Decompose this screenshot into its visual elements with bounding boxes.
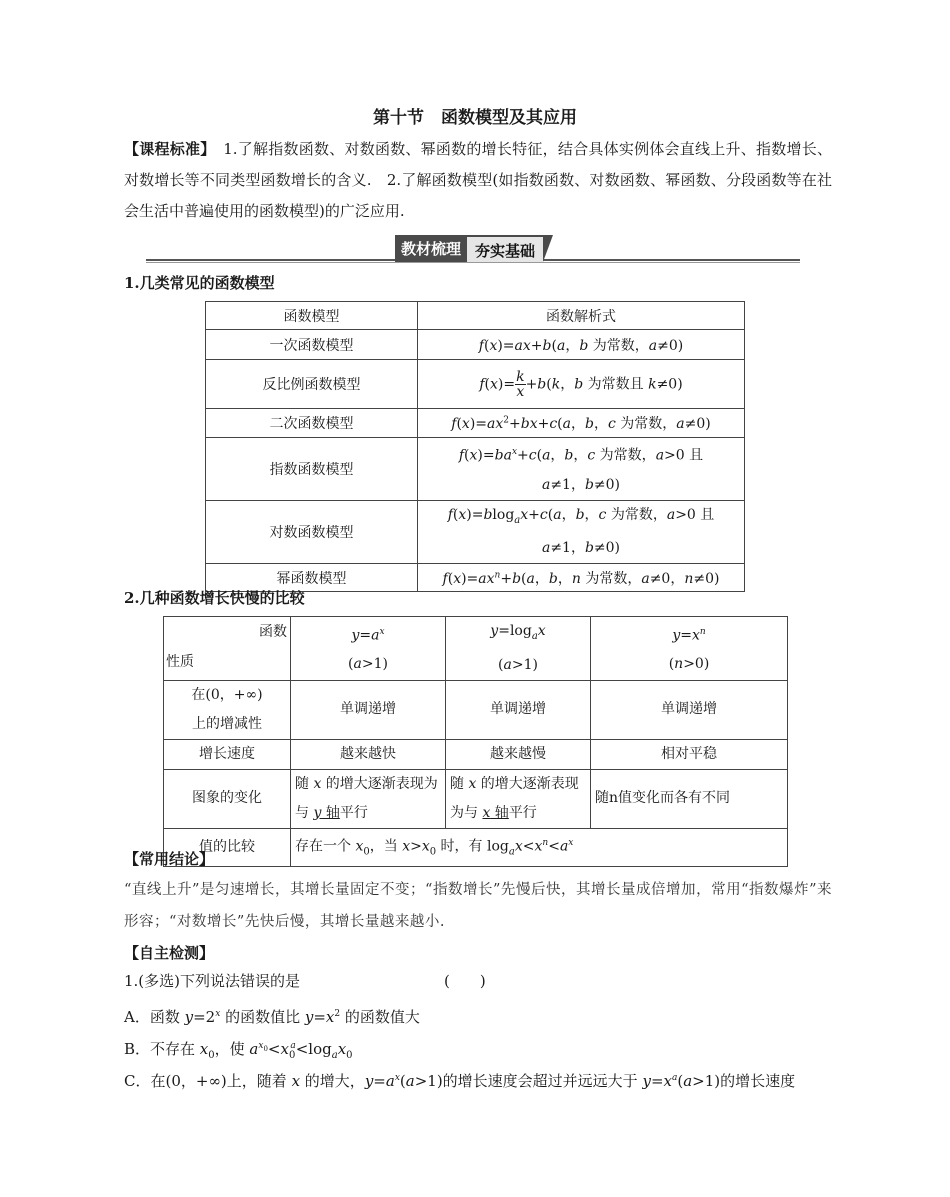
row-formula: $f(x)=ax^n+b(a$，b，n 为常数，a≠0，n≠0) bbox=[418, 564, 745, 592]
section2-heading: 2.几种函数增长快慢的比较 bbox=[124, 589, 305, 607]
page-title: 第十节 函数模型及其应用 bbox=[373, 108, 577, 128]
cell: 随n值变化而各有不同 bbox=[591, 769, 788, 828]
banner-tab-shape bbox=[543, 235, 553, 262]
corner-cell bbox=[164, 617, 291, 681]
question-1-text: 1.(多选)下列说法错误的是 bbox=[124, 972, 301, 990]
conclusion-heading: 【常用结论】 bbox=[124, 850, 215, 868]
cell: 存在一个 $x_0$，当 $x>x_0$ 时，有 $\log_ax<x^n<a^x$ bbox=[291, 828, 788, 866]
col-pow: $y=x^n$ (n>0) bbox=[591, 617, 788, 681]
conclusion-text: “直线上升”是匀速增长，其增长量固定不变；“指数增长”先慢后快，其增长量成倍增加，常用“指数爆炸”来形容；“对数增长”先快后慢，其增长量越来越小. bbox=[124, 882, 832, 930]
banner-left: 教材梳理 bbox=[395, 235, 467, 262]
cell: 越来越快 bbox=[291, 739, 446, 769]
row-label: 增长速度 bbox=[164, 739, 291, 769]
table-row bbox=[164, 769, 788, 828]
table-row bbox=[206, 500, 745, 564]
row-formula: f(x)=blog$_a$x+c(a，b，c 为常数，a>0 且 a≠1，b≠0) bbox=[418, 500, 745, 564]
selfcheck-heading: 【自主检测】 bbox=[124, 944, 215, 962]
row-label: 幂函数模型 bbox=[206, 564, 418, 592]
table-row bbox=[206, 409, 745, 438]
row-label: 图象的变化 bbox=[164, 769, 291, 828]
col-log: $y=\log_ax$ (a>1) bbox=[446, 617, 591, 681]
option-c: C．在(0，+∞)上，随着 x 的增大，$y=a^x(a>1)$的增长速度会超过并远远大于 $y=x^a(a>1)$的增长速度 bbox=[124, 1072, 796, 1090]
table-row bbox=[206, 360, 745, 409]
header-model: 函数模型 bbox=[206, 302, 418, 330]
table-header-row bbox=[206, 302, 745, 330]
option-a: A．函数 $y=2^x$ 的函数值比 $y=x^2$ 的函数值大 bbox=[124, 1008, 420, 1026]
row-label: 对数函数模型 bbox=[206, 500, 418, 564]
row-label: 二次函数模型 bbox=[206, 409, 418, 438]
row-label: 值的比较 bbox=[164, 828, 291, 866]
table-row bbox=[206, 330, 745, 360]
col-exp: $y=a^x$ (a>1) bbox=[291, 617, 446, 681]
cell: 越来越慢 bbox=[446, 739, 591, 769]
standard-text-1: 1.了解指数函数、对数函数、幂函数的增长特征，结合具体实例体会直线上升、指数增长、对数增长等不同类型函数增长的含义. bbox=[124, 140, 832, 189]
standard-label: 【课程标准】 bbox=[124, 140, 208, 158]
function-model-table bbox=[205, 301, 745, 592]
table-row bbox=[164, 739, 788, 769]
standard-text-2: 2.了解函数模型(如指数函数、对数函数、幂函数、分段函数等在社会生活中普遍使用的函数模型)的广泛应用. bbox=[124, 171, 832, 220]
cell: 单调递增 bbox=[291, 680, 446, 739]
row-formula: f(x)=ax+b(a，b 为常数，a≠0) bbox=[418, 330, 745, 360]
table-row bbox=[164, 680, 788, 739]
row-label: 一次函数模型 bbox=[206, 330, 418, 360]
course-standard bbox=[124, 134, 832, 227]
growth-comparison-table bbox=[163, 616, 788, 867]
cell: 单调递增 bbox=[591, 680, 788, 739]
row-formula: f(x)= $\frac{k}{x}$ +b(k，b 为常数且 k≠0) bbox=[418, 360, 745, 409]
corner-top: 函数 bbox=[259, 624, 287, 640]
row-formula: $f(x)=ax^2+bx+c(a$，b，c 为常数，a≠0) bbox=[418, 409, 745, 438]
section1-heading: 1.几类常见的函数模型 bbox=[124, 274, 275, 292]
banner-right: 夯实基础 bbox=[467, 235, 543, 262]
question-1 bbox=[124, 970, 300, 992]
corner-bottom: 性质 bbox=[166, 653, 194, 670]
table-row bbox=[164, 828, 788, 866]
cell: 单调递增 bbox=[446, 680, 591, 739]
row-label: 指数函数模型 bbox=[206, 438, 418, 501]
row-formula: $f(x)=ba^x+c(a$，b，c 为常数，a>0 且 a≠1，b≠0) bbox=[418, 438, 745, 501]
table-row bbox=[206, 438, 745, 501]
section-banner bbox=[395, 235, 553, 262]
cell: 相对平稳 bbox=[591, 739, 788, 769]
answer-bracket: ( ) bbox=[444, 972, 486, 990]
cell: 随 x 的增大逐渐表现为与 x 轴平行 bbox=[446, 769, 591, 828]
header-formula: 函数解析式 bbox=[418, 302, 745, 330]
row-label: 在(0，+∞) 上的增减性 bbox=[164, 680, 291, 739]
option-b: B．不存在 $x_0$，使 $a^{x_0}<x_0^a<\log_ax_0$ bbox=[124, 1040, 353, 1061]
banner-rule-thin bbox=[146, 262, 800, 263]
cell: 随 x 的增大逐渐表现为与 y 轴平行 bbox=[291, 769, 446, 828]
table-header-row bbox=[164, 617, 788, 681]
row-label: 反比例函数模型 bbox=[206, 360, 418, 409]
